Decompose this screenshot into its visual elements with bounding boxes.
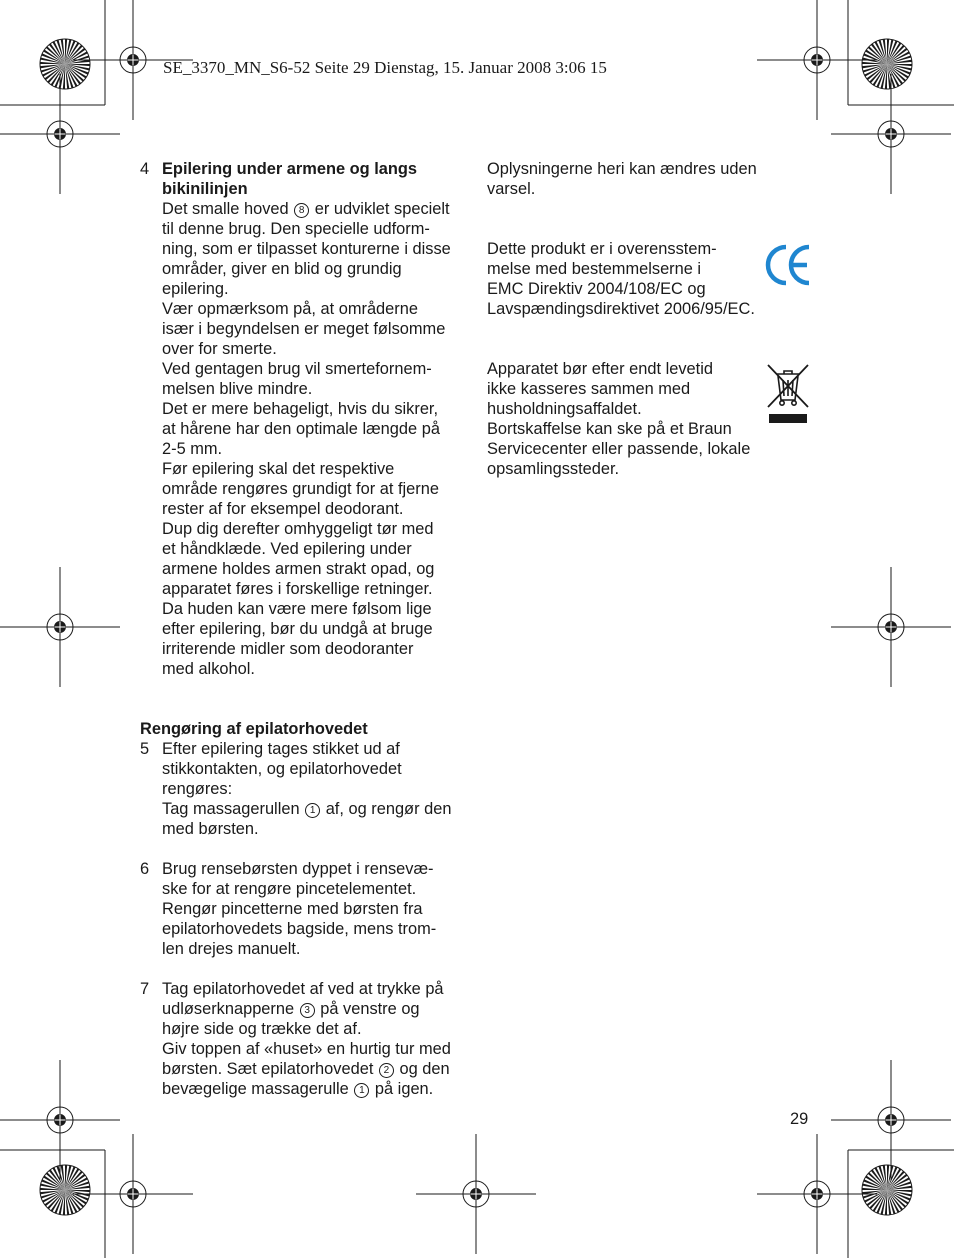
text-line: Det smalle hoved 8 er udviklet specielt — [162, 200, 450, 218]
text-line: Dette produkt er i overensstem- — [487, 240, 717, 258]
text-line: Tag epilatorhovedet af ved at trykke på — [162, 980, 444, 998]
registration-star-mark — [40, 1165, 90, 1215]
circled-reference-number: 1 — [305, 803, 320, 818]
text-line: til denne brug. Den specielle udform- — [162, 220, 430, 238]
circled-reference-number: 1 — [354, 1083, 369, 1098]
step-5 — [140, 739, 470, 839]
registration-star-mark — [862, 39, 912, 89]
step-4 — [140, 159, 470, 679]
print-slug-header: SE_3370_MN_S6-52 Seite 29 Dienstag, 15. Januar 2008 3:06 15 — [163, 58, 607, 77]
text-line: Efter epilering tages stikket ud af — [162, 740, 400, 758]
circled-reference-number: 3 — [300, 1003, 315, 1018]
circled-reference-number: 8 — [294, 203, 309, 218]
text-line: len drejes manuelt. — [162, 940, 301, 958]
text-line: Brug rensebørsten dyppet i rensevæ- — [162, 860, 434, 878]
ce-paragraph — [487, 239, 755, 319]
text-line: Apparatet bør efter endt levetid — [487, 360, 713, 378]
page-number: 29 — [790, 1110, 809, 1128]
text-line: udløserknapperne 3 på venstre og — [162, 1000, 420, 1018]
step-text — [162, 199, 470, 679]
text-line: Lavspændingsdirektivet 2006/95/EC. — [487, 300, 755, 318]
text-line: over for smerte. — [162, 340, 277, 358]
registration-crosshair-mark — [0, 567, 120, 687]
text-line: med alkohol. — [162, 660, 255, 678]
section-heading: Epilering under armene og langs — [162, 160, 418, 178]
text-line: ning, som er tilpasset konturerne i disse — [162, 240, 451, 258]
registration-crosshair-mark — [831, 1060, 951, 1180]
registration-crosshair-mark — [831, 567, 951, 687]
text-line: Rengør pincetterne med børsten fra — [162, 900, 423, 918]
registration-crosshair-mark — [0, 74, 120, 194]
text-line: Det er mere behageligt, hvis du sikrer, — [162, 400, 439, 418]
text-line: melsen blive mindre. — [162, 380, 313, 398]
step-7 — [140, 979, 470, 1099]
text-line: epilering. — [162, 280, 229, 298]
registration-crosshair-mark — [757, 1134, 877, 1254]
text-line: husholdningsaffaldet. — [487, 400, 642, 418]
text-line: Oplysningerne heri kan ændres uden — [487, 160, 757, 178]
text-line: ske for at rengøre pincetelementet. — [162, 880, 417, 898]
text-line: rester af for eksempel deodorant. — [162, 500, 404, 518]
text-line: børsten. Sæt epilatorhovedet 2 og den — [162, 1060, 450, 1078]
registration-crosshair-mark — [73, 1134, 193, 1254]
circled-reference-number: 2 — [379, 1063, 394, 1078]
text-line: Før epilering skal det respektive — [162, 460, 395, 478]
step-number: 6 — [140, 860, 150, 878]
text-line: Tag massagerullen 1 af, og rengør den — [162, 800, 452, 818]
text-line: rengøres: — [162, 780, 233, 798]
left-column — [140, 159, 470, 1099]
section-heading: bikinilinjen — [162, 180, 248, 198]
text-line: et håndklæde. Ved epilering under — [162, 540, 412, 558]
text-line: ikke kasseres sammen med — [487, 380, 691, 398]
notice-paragraph — [487, 159, 757, 199]
registration-crosshair-mark — [416, 1134, 536, 1254]
registration-crosshair-mark — [831, 74, 951, 194]
step-text — [162, 739, 470, 839]
text-line: Ved gentagen brug vil smertefornem- — [162, 360, 432, 378]
text-line: efter epilering, bør du undgå at bruge — [162, 620, 433, 638]
cleaning-heading: Rengøring af epilatorhovedet — [140, 720, 368, 738]
disposal-paragraph — [487, 359, 750, 479]
text-line: armene holdes armen strakt opad, og — [162, 560, 435, 578]
text-line: med børsten. — [162, 820, 259, 838]
text-line: melse med bestemmelserne i — [487, 260, 702, 278]
text-line: irriterende midler som deodoranter — [162, 640, 414, 658]
text-line: epilatorhovedets bagside, mens trom- — [162, 920, 437, 938]
text-line: højre side og trække det af. — [162, 1020, 362, 1038]
text-line: varsel. — [487, 180, 536, 198]
registration-crosshair-mark — [0, 1060, 120, 1180]
text-line: Giv toppen af «huset» en hurtig tur med — [162, 1040, 451, 1058]
step-number: 7 — [140, 980, 150, 998]
text-line: EMC Direktiv 2004/108/EC og — [487, 280, 706, 298]
step-number: 5 — [140, 740, 150, 758]
crossed-out-bin-icon — [765, 362, 811, 426]
text-line: at hårene har den optimale længde på — [162, 420, 440, 438]
registration-crosshair-mark — [757, 0, 877, 120]
text-line: 2-5 mm. — [162, 440, 223, 458]
step-number: 4 — [140, 160, 150, 178]
text-line: Da huden kan være mere følsom lige — [162, 600, 432, 618]
text-line: Servicecenter eller passende, lokale — [487, 440, 751, 458]
step-text — [162, 979, 470, 1099]
text-line: stikkontakten, og epilatorhovedet — [162, 760, 402, 778]
text-line: område rengøres grundigt for at fjerne — [162, 480, 439, 498]
text-line: områder, giver en blid og grundig — [162, 260, 402, 278]
text-line: Dup dig derefter omhyggeligt tør med — [162, 520, 434, 538]
ce-mark-icon — [765, 243, 813, 287]
text-line: især i begyndelsen er meget følsomme — [162, 320, 446, 338]
text-line: Vær opmærksom på, at områderne — [162, 300, 418, 318]
step-text — [162, 859, 470, 959]
registration-star-mark — [40, 39, 90, 89]
text-line: apparatet føres i forskellige retninger. — [162, 580, 433, 598]
step-6 — [140, 859, 470, 959]
registration-star-mark — [862, 1165, 912, 1215]
text-line: Bortskaffelse kan ske på et Braun — [487, 420, 732, 438]
step-body — [162, 159, 470, 679]
text-line: bevægelige massagerulle 1 på igen. — [162, 1080, 434, 1098]
text-line: opsamlingssteder. — [487, 460, 620, 478]
